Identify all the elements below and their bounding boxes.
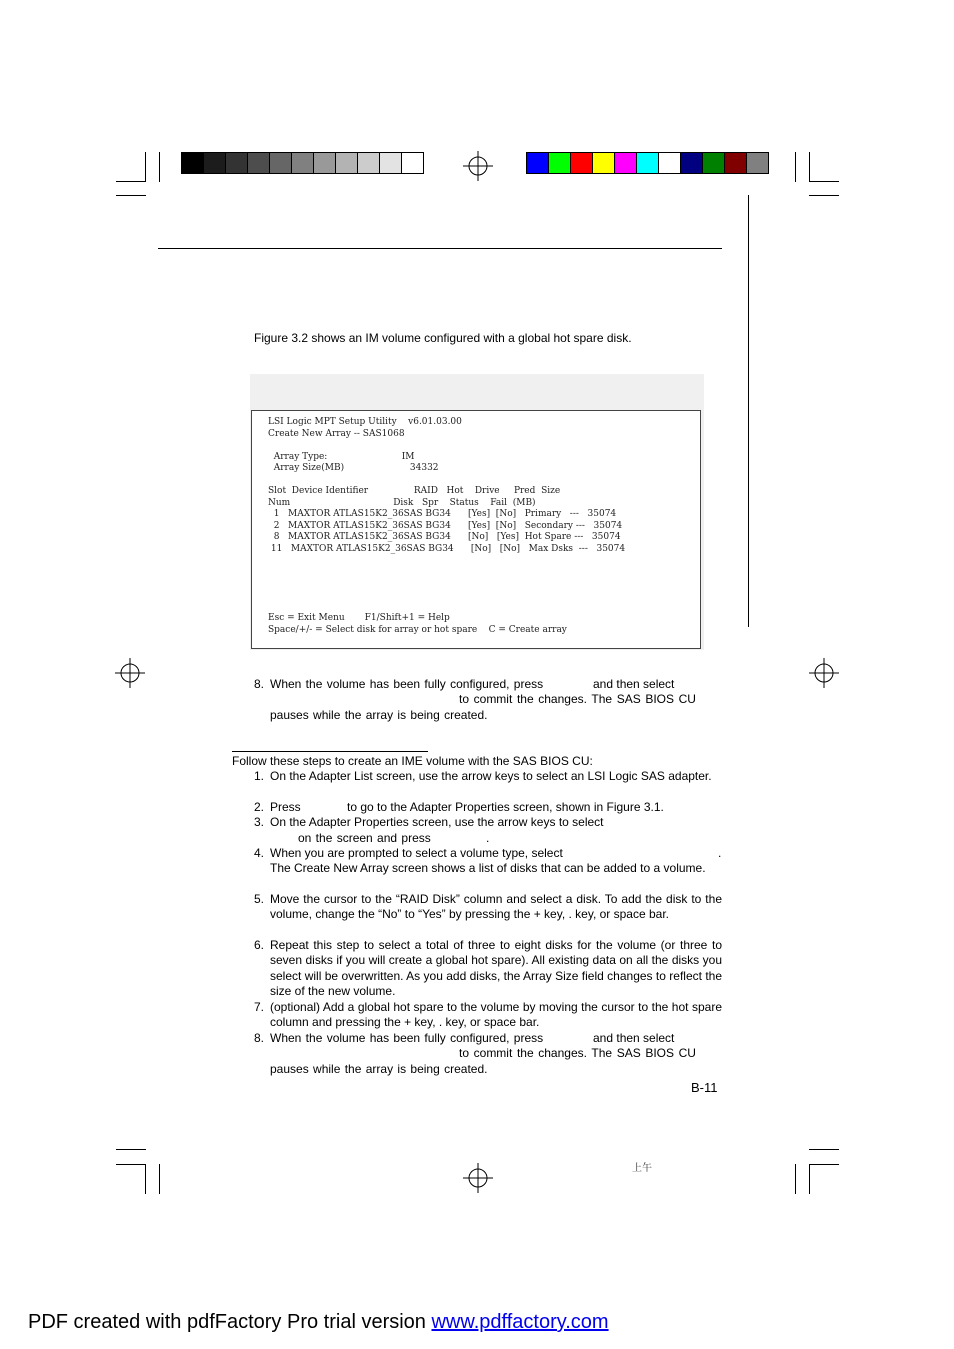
intro-text: Figure 3.2 shows an IM volume configured with a global hot spare disk. [254,331,632,345]
step-text: Repeat this step to select a total of three to eight disks for the volume (or three to seven disks if you will create a global hot spare). All existing data on all the disks you select will be overwritten. As you add disks, the Array Size field changes to reflect the size of the new volume. [270,938,722,999]
setup-utility-screen [251,410,701,649]
step-text: and then select [593,677,675,691]
step-text: When the volume has been fully configured, press [270,677,544,691]
grayscale-swatch [335,152,358,174]
screen-line: 11 MAXTOR ATLAS15K2_36SAS BG34 [No] [No] Max Dsks --- 35074 [268,543,626,554]
step-text: on the screen and press [298,831,431,845]
step-text: When you are prompted to select a volume type, select [270,846,563,860]
step-text: . [718,846,722,860]
step-text: Move the cursor to the “RAID Disk” column and select a disk. To add the disk to the volume, change the “No” to “Yes” by pressing the + key, . key, or space bar. [270,892,722,922]
step-text: . [486,831,490,845]
screen-line: Num Disk Spr Status Fail (MB) [268,497,536,508]
grayscale-swatch [203,152,226,174]
color-swatch [548,152,571,174]
registration-mark-icon [463,1163,493,1193]
header-rule [158,248,722,249]
screen-line: 2 MAXTOR ATLAS15K2_36SAS BG34 [Yes] [No] Secondary --- 35074 [268,520,623,531]
step-text: On the Adapter Properties screen, use the arrow keys to select [270,815,604,829]
step-text: to commit the changes. The SAS BIOS CU [459,1046,696,1060]
step-text: (optional) Add a global hot spare to the volume by moving the cursor to the hot spare column and pressing the + key, . key, or space bar. [270,1000,722,1030]
footer-text: PDF created with pdfFactory Pro trial version [28,1311,432,1333]
step-text: Press [270,800,301,814]
step-number: 2. [254,800,265,814]
grayscale-swatch [225,152,248,174]
step-number: 3. [254,815,265,829]
footer-link[interactable]: www.pdffactory.com [431,1311,609,1333]
step-text: pauses while the array is being created. [270,708,488,722]
grayscale-swatch [291,152,314,174]
color-swatch [658,152,681,174]
step-text: pauses while the array is being created. [270,1062,488,1076]
color-swatch [680,152,703,174]
screen-line: 8 MAXTOR ATLAS15K2_36SAS BG34 [No] [Yes] Hot Spare --- 35074 [268,532,621,542]
color-swatch [746,152,769,174]
step-text: On the Adapter List screen, use the arrow keys to select an LSI Logic SAS adapter. [270,769,712,783]
step-number: 4. [254,846,265,860]
section-heading-rule [232,751,428,752]
grayscale-swatch [379,152,402,174]
screen-line: Array Type: IM [268,451,415,462]
step-text: The Create New Array screen shows a list of disks that can be added to a volume. [270,861,706,875]
step-number: 6. [254,938,265,952]
screen-line: LSI Logic MPT Setup Utility v6.01.03.00 [268,417,462,427]
step-text: to go to the Adapter Properties screen, shown in Figure 3.1. [347,800,664,814]
color-swatch [702,152,725,174]
grayscale-swatch [357,152,380,174]
screen-footer-line: Esc = Exit Menu F1/Shift+1 = Help [268,613,450,623]
grayscale-swatch [181,152,204,174]
step-number: 5. [254,892,265,906]
screen-line: Slot Device Identifier RAID Hot Drive Pred Size [268,486,561,496]
grayscale-swatch [269,152,292,174]
step-number: 8. [254,1031,265,1045]
step-text: and then select [593,1031,675,1045]
screen-footer-line: Space/+/- = Select disk for array or hot spare C = Create array [268,624,567,635]
screen-line: Array Size(MB) 34332 [268,463,439,473]
grayscale-swatch [401,152,424,174]
registration-mark-icon [115,658,145,688]
color-swatch [724,152,747,174]
ime-intro-text: Follow these steps to create an IME volume with the SAS BIOS CU: [232,754,593,768]
screen-line: 1 MAXTOR ATLAS15K2_36SAS BG34 [Yes] [No] Primary --- 35074 [268,509,617,519]
color-swatch [526,152,549,174]
pdf-footer [28,1310,609,1334]
color-swatch [592,152,615,174]
step-number: 7. [254,1000,265,1014]
small-mark: 上午 [632,1163,652,1174]
screen-line: Create New Array -- SAS1068 [268,428,405,439]
grayscale-swatch [313,152,336,174]
registration-mark-icon [809,658,839,688]
page-number: B-11 [691,1080,718,1095]
grayscale-swatch [247,152,270,174]
step-number: 8. [254,677,265,691]
step-number: 1. [254,769,265,783]
registration-mark-icon [463,151,493,181]
step-text: to commit the changes. The SAS BIOS CU [459,692,696,706]
color-swatch [614,152,637,174]
color-swatch [570,152,593,174]
step-text: When the volume has been fully configured, press [270,1031,544,1045]
color-swatch [636,152,659,174]
